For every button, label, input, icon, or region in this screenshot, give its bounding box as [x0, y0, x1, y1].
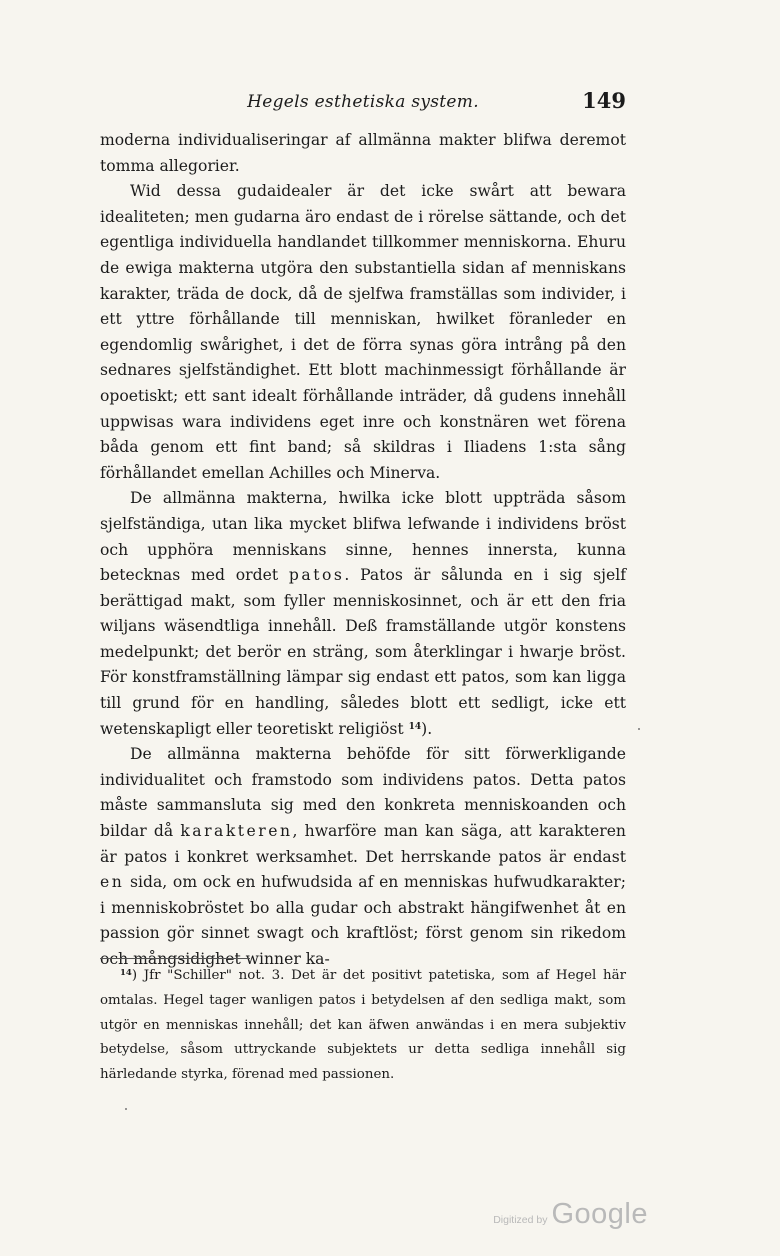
- body-text: [100, 128, 626, 973]
- paragraph-2: [100, 179, 626, 486]
- paragraph-2-text: Wid dessa gudaidealer är det icke swårt att bewara idealiteten; men gudarna äro endast de i rörelse sättande, och det egentliga individuella handlandet tillkommer menniskorna. Ehuru de ewiga makterna utgöra den substantiella sidan af menniskans karakter, träda de dock, då de sjelfwa framställas som individer, i ett yttre förhållande till menniskan, hwilket föranleder en egendomlig swårighet, i det de förra synas göra intrång på den sednares sjelfständighet. Ett blott machinmessigt förhållande är opoetiskt; ett sant idealt förhållande inträder, då gudens innehåll uppwisas wara individens eget inre och konstnären wet förena båda genom ett fint band; så skildras i Iliadens 1:sta sång förhållandet emellan Achilles och Minerva.: [100, 182, 626, 482]
- term-karakteren: karakteren: [180, 822, 293, 841]
- google-watermark: [493, 1198, 648, 1231]
- paragraph-4-text-a: De allmänna makterna behöfde för sitt förwerkligande individualitet och framstodo som individens patos. Detta patos måste sammansluta sig med den konkreta menniskoanden och bildar då: [100, 745, 626, 841]
- paragraph-3-text-a: De allmänna makterna, hwilka icke blott uppträda såsom sjelfständiga, utan lika mycket blifwa lefwande i individens bröst och upphöra menniskans sinne, hennes innersta, kunna betecknas med ordet: [100, 489, 626, 585]
- running-head: Hegels esthetiska system.: [247, 92, 479, 112]
- google-logo: Google: [551, 1198, 648, 1230]
- paragraph-1-text: moderna individualiseringar af allmänna makter blifwa deremot tomma allegorier.: [100, 131, 626, 175]
- paragraph-3-text-b: . Patos är sålunda en i sig sjelf berättigad makt, som fyller menniskosinnet, och är ett den fria wiljans wäsendtliga innehåll. Deß framställande utgör konstens medelpunkt; det berör en sträng, som återklingar i hwarje bröst. För konstframställning lämpar sig endast ett patos, som kan ligga till grund för en handling, således blott ett sedligt, icke ett wetenskapligt eller teoretiskt religiöst: [100, 566, 627, 738]
- footnote-reference[interactable]: 14: [408, 721, 422, 732]
- footnote-number: 14: [120, 968, 132, 978]
- paragraph-4-text-c: sida, om ock en hufwudsida af en menniskas hufwudkarakter; i menniskobröstet bo alla gudar och abstrakt hängifwenhet åt en passion gör sinnet swagt och kraftlöst; först genom sin rikedom och mångsidighet winner ka-: [100, 873, 626, 968]
- page-header: [100, 88, 626, 118]
- watermark-prefix: Digitized by: [493, 1214, 548, 1226]
- paragraph-1: [100, 128, 626, 179]
- paragraph-3-end: ).: [421, 719, 433, 738]
- paragraph-4: [100, 742, 626, 972]
- paragraph-3: [100, 486, 626, 742]
- term-en: en: [100, 873, 125, 892]
- footnote-divider: [100, 958, 250, 959]
- footnote-text: ) Jfr "Schiller" not. 3. Det är det positivt patetiska, som af Hegel här omtalas. Hegel tager wanligen patos i betydelsen af den sedliga makt, som utgör en menniskas innehåll; det kan äfwen anwändas i en mera subjektiv betydelse, såsom uttryckande subjektets ur detta sedliga innehåll sig härledande styrka, förenad med passionen.: [100, 968, 626, 1083]
- paragraph-4-text-b: , hwarföre man kan säga, att karakteren är patos i konkret werksamhet. Det herrskande patos är endast: [100, 822, 626, 866]
- footnote: [100, 964, 626, 1088]
- page-number: 149: [582, 88, 626, 113]
- scan-speck: [638, 728, 640, 730]
- term-patos: patos: [288, 566, 345, 585]
- scan-speck: [125, 1108, 127, 1110]
